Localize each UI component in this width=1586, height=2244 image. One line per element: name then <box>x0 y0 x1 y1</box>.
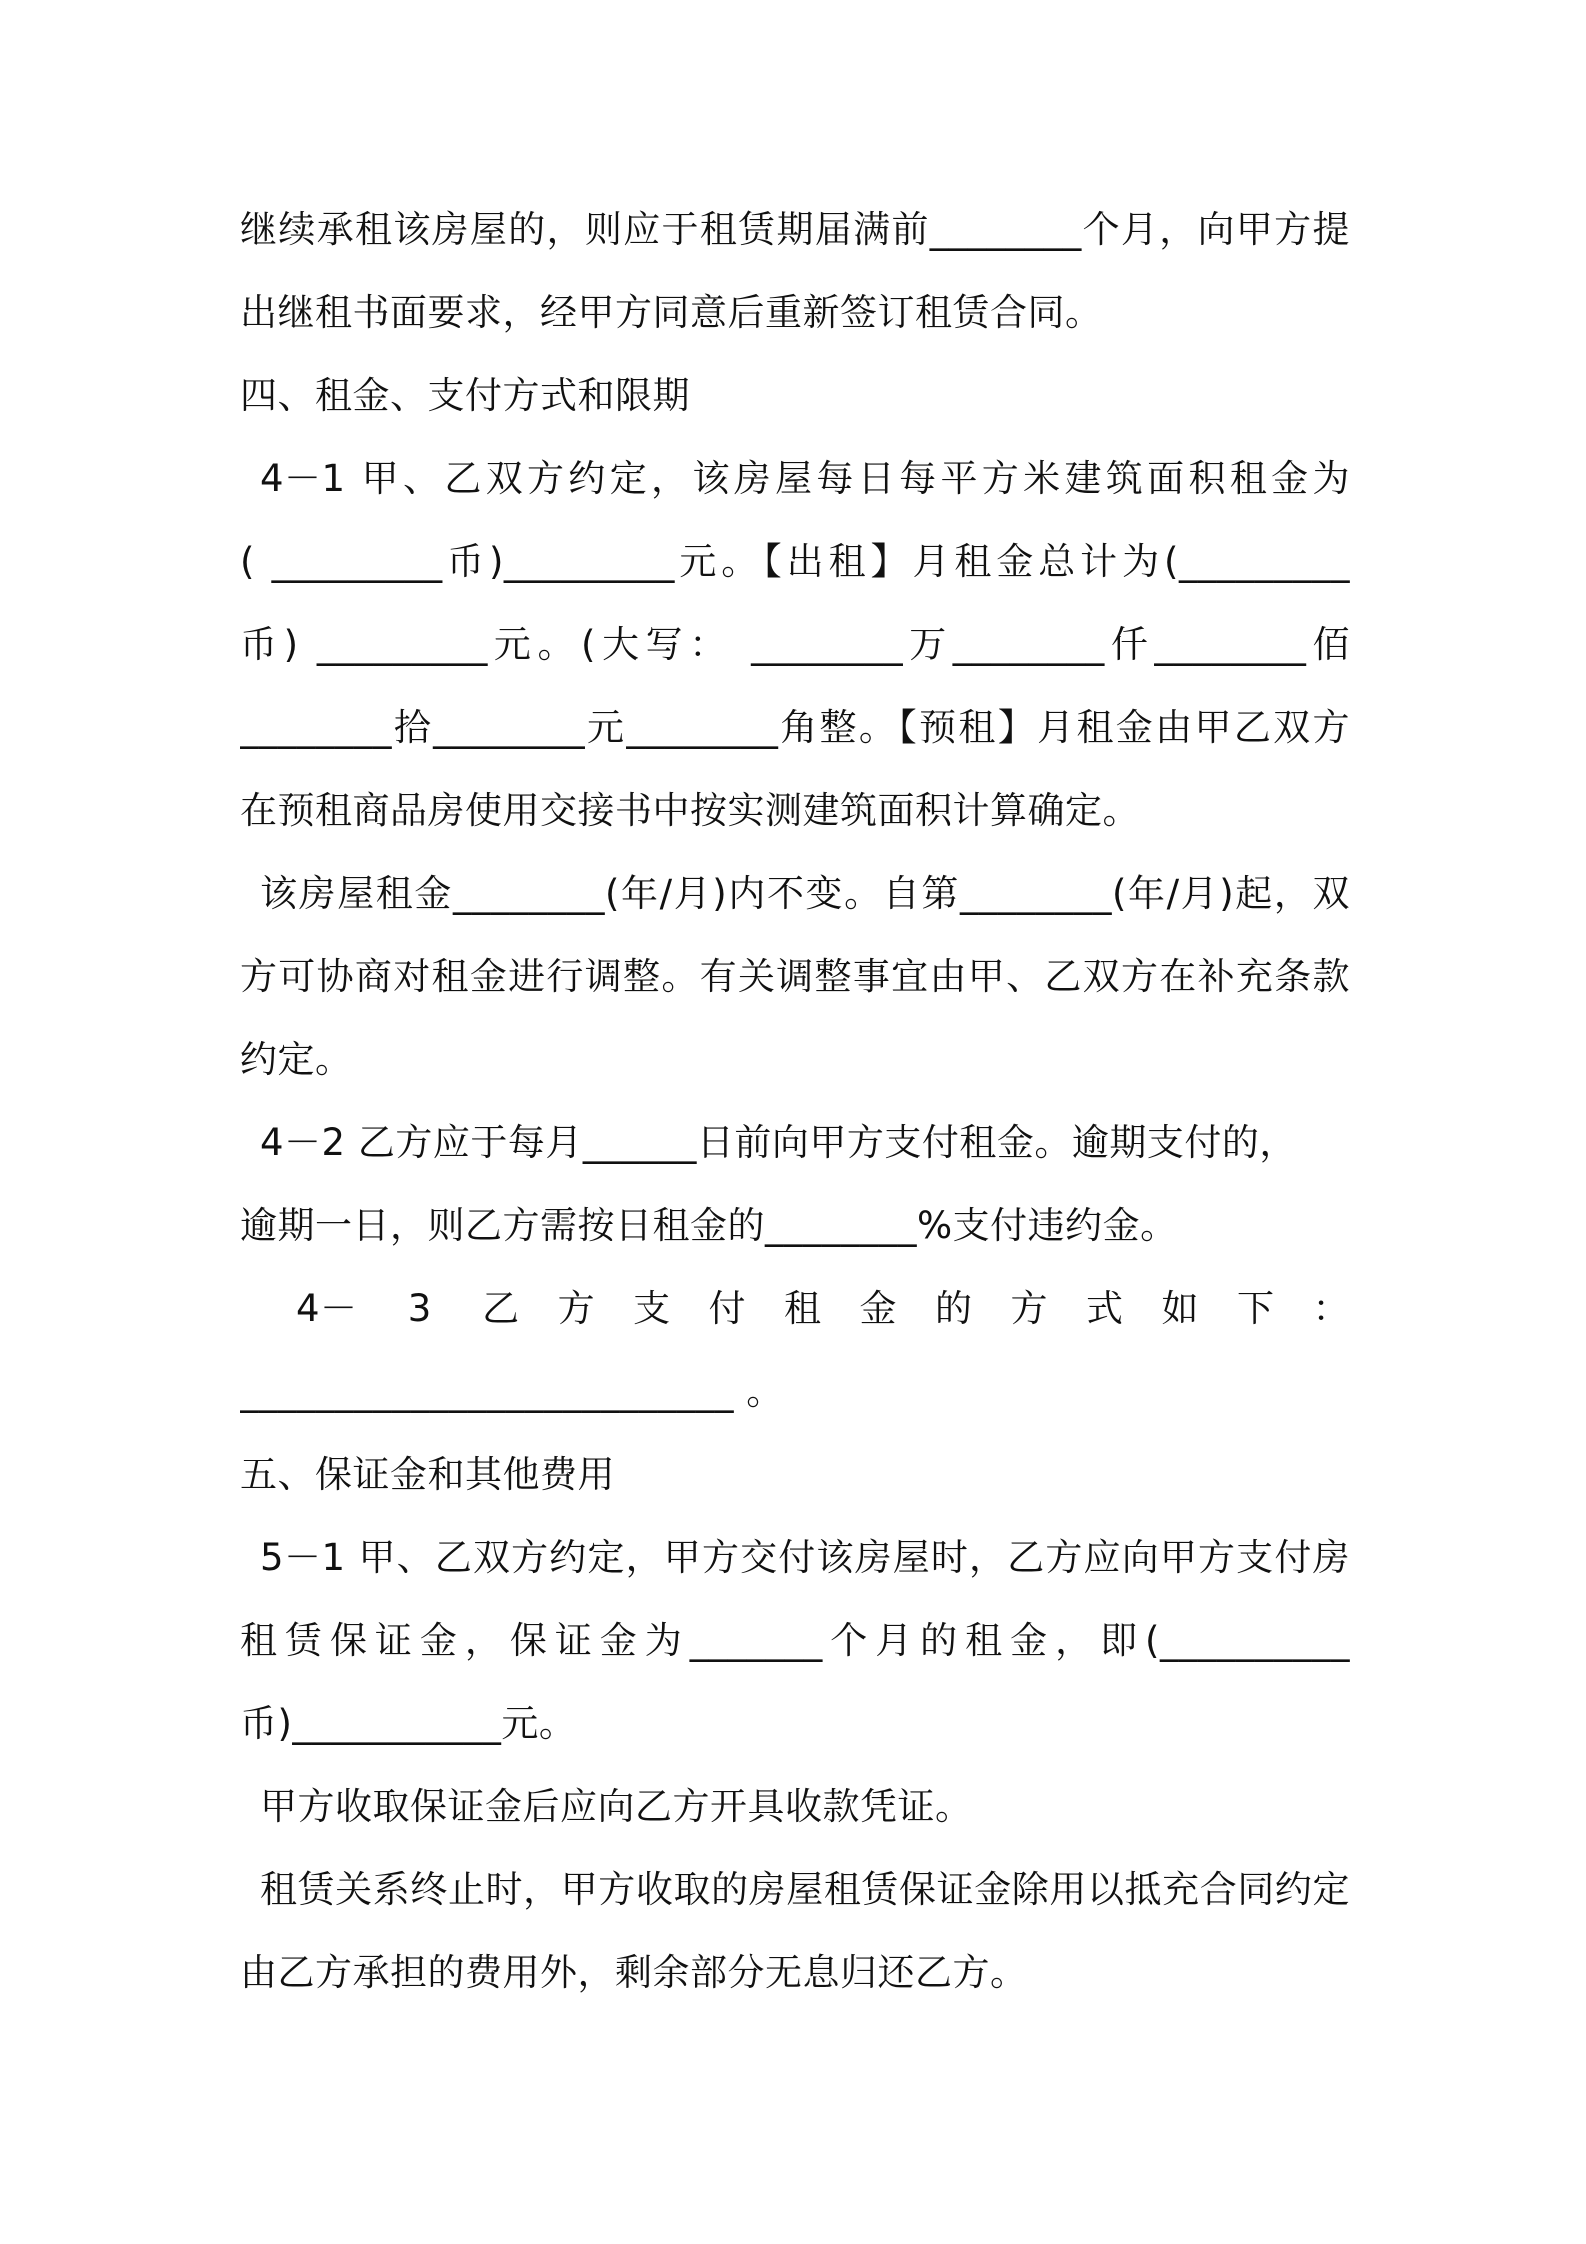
clause-4-1-line-5: 在预租商品房使用交接书中按实测建筑面积计算确定。 <box>240 789 1140 832</box>
clause-4-3-line-2: __________________________ 。 <box>240 1370 784 1413</box>
paragraph-line-2: 出继租书面要求，经甲方同意后重新签订租赁合同。 <box>240 291 1103 334</box>
section-heading-5: 五、保证金和其他费用 <box>240 1453 615 1496</box>
clause-4-3-line-1: 4－ 3 乙方支付租金的方式如下： <box>296 1287 1350 1330</box>
clause-4-2-line-2: 逾期一日，则乙方需按日租金的________%支付违约金。 <box>240 1204 1178 1247</box>
clause-5-1-line-3: 币)___________元。 <box>240 1702 577 1745</box>
clause-5-1-line-1: 5－1 甲、乙双方约定，甲方交付该房屋时，乙方应向甲方支付房 <box>260 1536 1350 1579</box>
rent-adjust-line-1: 该房屋租金________(年/月)内不变。自第________(年/月)起，双 <box>260 872 1350 915</box>
clause-4-2-line-1: 4－2 乙方应于每月______日前向甲方支付租金。逾期支付的， <box>260 1121 1297 1164</box>
rent-adjust-line-3: 约定。 <box>240 1038 353 1081</box>
clause-4-1-line-3: 币) _________元。(大写： ________万________仟________佰 <box>240 623 1350 666</box>
clause-4-1-line-2: ( _________币)_________元。【出租】月租金总计为(_________ <box>240 540 1350 583</box>
paragraph-line-1: 继续承租该房屋的，则应于租赁期届满前________个月，向甲方提 <box>240 208 1350 251</box>
clause-4-1-line-1: 4－1 甲、乙双方约定，该房屋每日每平方米建筑面积租金为 <box>260 457 1350 500</box>
deposit-return-line-1: 租赁关系终止时，甲方收取的房屋租赁保证金除用以抵充合同约定 <box>260 1868 1350 1911</box>
clause-4-1-line-4: ________拾________元________角整。【预租】月租金由甲乙双方 <box>240 706 1350 749</box>
rent-adjust-line-2: 方可协商对租金进行调整。有关调整事宜由甲、乙双方在补充条款 <box>240 955 1350 998</box>
section-heading-4: 四、租金、支付方式和限期 <box>240 374 690 417</box>
receipt-line: 甲方收取保证金后应向乙方开具收款凭证。 <box>260 1785 973 1828</box>
deposit-return-line-2: 由乙方承担的费用外，剩余部分无息归还乙方。 <box>240 1951 1028 1994</box>
clause-5-1-line-2: 租赁保证金，保证金为_______个月的租金，即(__________ <box>240 1619 1350 1662</box>
